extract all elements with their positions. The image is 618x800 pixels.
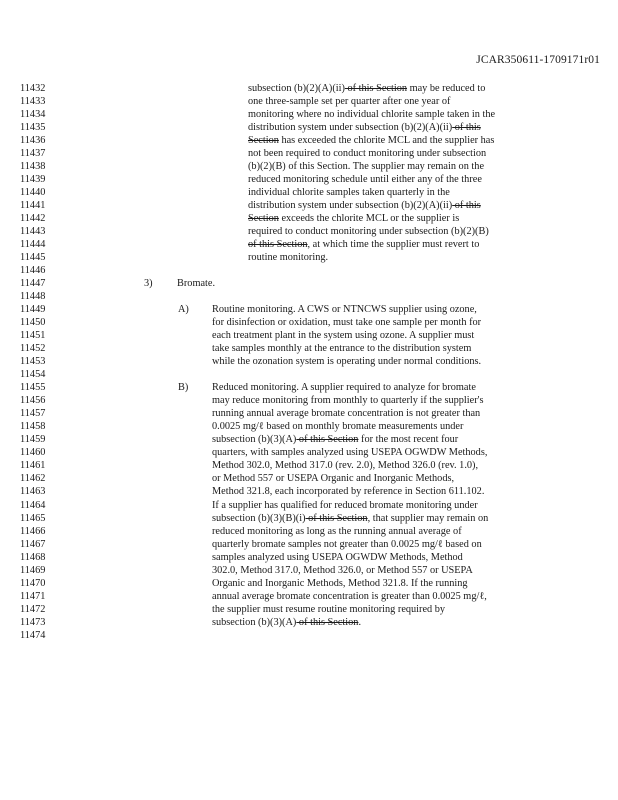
text-line bbox=[0, 134, 618, 147]
line-number: 11445 bbox=[20, 252, 46, 264]
text-line: A) Routine monitoring. A CWS or NTNCWS supplier using ozone, bbox=[178, 304, 477, 316]
line-number: 11462 bbox=[20, 473, 46, 485]
text-line bbox=[0, 512, 618, 525]
line-number: 11451 bbox=[20, 330, 46, 342]
line-number: 11434 bbox=[20, 109, 46, 121]
text-run: may be reduced to bbox=[407, 83, 486, 94]
item-3-marker: 3) bbox=[144, 278, 153, 290]
text-line: 0.0025 mg/ℓ based on monthly bromate measurements under bbox=[212, 421, 464, 433]
line-number: 11468 bbox=[20, 551, 46, 563]
text-run: , that supplier may remain on bbox=[367, 512, 489, 524]
text-line bbox=[0, 238, 618, 251]
text-line: reduced monitoring schedule until either any of the three bbox=[248, 174, 482, 186]
text-run: subsection (b)(3)(B)(i) bbox=[212, 512, 306, 524]
line-number: 11438 bbox=[20, 161, 46, 173]
text-run: for the most recent four bbox=[358, 434, 459, 446]
line-number: 11461 bbox=[20, 460, 46, 472]
line-number: 11441 bbox=[20, 200, 46, 212]
item-3-heading bbox=[0, 277, 618, 290]
text-line: (b)(2)(B) of this Section. The supplier may remain on the bbox=[248, 161, 485, 173]
document-id-header: JCAR350611-1709171r01 bbox=[476, 54, 600, 66]
blank-line bbox=[0, 290, 618, 303]
text-line: routine monitoring. bbox=[248, 252, 329, 264]
line-number: 11436 bbox=[20, 135, 46, 147]
line-number: 11443 bbox=[20, 226, 46, 238]
stricken-text: of this bbox=[452, 122, 481, 134]
text-run: . bbox=[358, 616, 362, 628]
line-number: 11460 bbox=[20, 447, 46, 459]
line-number: 11433 bbox=[20, 96, 46, 108]
stricken-text: of this Section bbox=[296, 434, 359, 446]
text-run: distribution system under subsection (b)(2)(A)(ii) bbox=[248, 200, 453, 212]
text-line bbox=[0, 616, 618, 629]
text-run: exceeds the chlorite MCL or the supplier is bbox=[278, 213, 460, 225]
text-line: B) Reduced monitoring. A supplier required to analyze for bromate bbox=[178, 382, 476, 394]
line-number: 11440 bbox=[20, 187, 46, 199]
line-number: 11465 bbox=[20, 512, 46, 524]
line-number: 11439 bbox=[20, 174, 46, 186]
stricken-text: of this Section bbox=[248, 239, 308, 251]
text-line: annual average bromate concentration is greater than 0.0025 mg/ℓ, bbox=[212, 590, 487, 602]
text-line: take samples monthly at the entrance to the distribution system bbox=[212, 343, 472, 355]
text-line bbox=[0, 199, 618, 212]
text-line: the supplier must resume routine monitoring required by bbox=[212, 603, 446, 615]
line-number: 11449 bbox=[20, 304, 46, 316]
line-number: 11442 bbox=[20, 213, 46, 225]
line-number: 11446 bbox=[20, 265, 46, 277]
line-number: 11454 bbox=[20, 369, 46, 381]
text-line: not been required to conduct monitoring under subsection bbox=[248, 148, 487, 160]
text-run: distribution system under subsection (b)(2)(A)(ii) bbox=[248, 122, 453, 134]
text-line: or Method 557 or USEPA Organic and Inorganic Methods, bbox=[212, 473, 455, 485]
line-number: 11435 bbox=[20, 122, 46, 134]
text-line: one three-sample set per quarter after one year of bbox=[248, 96, 451, 108]
line-number: 11474 bbox=[20, 629, 46, 641]
line-number: 11450 bbox=[20, 317, 46, 329]
line-number: 11471 bbox=[20, 590, 46, 602]
text-line: reduced monitoring as long as the running annual average of bbox=[212, 525, 462, 537]
text-line: individual chlorite samples taken quarterly in the bbox=[248, 187, 450, 199]
stricken-text: of this Section bbox=[344, 83, 408, 94]
text-line: running annual average bromate concentration is not greater than bbox=[212, 408, 481, 420]
line-number: 11459 bbox=[20, 434, 46, 446]
item-a-marker: A) bbox=[178, 304, 189, 316]
text-line: If a supplier has qualified for reduced bromate monitoring under bbox=[212, 499, 478, 511]
text-line: required to conduct monitoring under subsection (b)(2)(B) bbox=[248, 226, 489, 238]
text-line: Organic and Inorganic Methods, Method 321.8. If the running bbox=[212, 577, 468, 589]
text-line: 302.0, Method 317.0, Method 326.0, or Method 557 or USEPA bbox=[212, 564, 473, 576]
line-number: 11453 bbox=[20, 356, 46, 368]
line-number: 11473 bbox=[20, 616, 46, 628]
text-line: each treatment plant in the system using ozone. A supplier must bbox=[212, 330, 475, 342]
text-line bbox=[0, 82, 618, 95]
text-line bbox=[0, 433, 618, 446]
line-number: 11432 bbox=[20, 83, 46, 94]
text-line: Method 302.0, Method 317.0 (rev. 2.0), Method 326.0 (rev. 1.0), bbox=[212, 460, 479, 472]
line-number: 11456 bbox=[20, 395, 46, 407]
text-line: may reduce monitoring from monthly to quarterly if the supplier's bbox=[212, 395, 484, 407]
text-line bbox=[0, 212, 618, 225]
stricken-text: of this bbox=[452, 200, 481, 212]
blank-line bbox=[0, 368, 618, 381]
text-line: samples analyzed using USEPA OGWDW Methods, Method bbox=[212, 551, 463, 563]
text-line: monitoring where no individual chlorite sample taken in the bbox=[248, 109, 496, 121]
text-line: quarterly bromate samples not greater than 0.0025 mg/ℓ based on bbox=[212, 538, 482, 550]
line-number: 11467 bbox=[20, 538, 46, 550]
line-number: 11437 bbox=[20, 148, 46, 160]
text-run: , at which time the supplier must revert to bbox=[307, 239, 480, 251]
stricken-text: Section bbox=[248, 135, 279, 147]
line-number: 11470 bbox=[20, 577, 46, 589]
stricken-text: of this Section bbox=[296, 616, 359, 628]
line-number: 11472 bbox=[20, 603, 46, 615]
line-number: 11452 bbox=[20, 343, 46, 355]
text-run: subsection (b)(2)(A)(ii) bbox=[248, 83, 345, 94]
line-number: 11455 bbox=[20, 382, 46, 394]
text-line: Method 321.8, each incorporated by reference in Section 611.102. bbox=[212, 486, 485, 498]
line-number: 11464 bbox=[20, 499, 46, 511]
line-number: 11448 bbox=[20, 291, 46, 303]
item-b-marker: B) bbox=[178, 382, 189, 394]
blank-line bbox=[0, 264, 618, 277]
stricken-text: of this Section bbox=[305, 512, 368, 524]
line-number: 11463 bbox=[20, 486, 46, 498]
blank-line bbox=[0, 629, 618, 642]
document-body bbox=[0, 82, 618, 642]
item-3-title: Bromate. bbox=[177, 278, 216, 290]
text-run: has exceeded the chlorite MCL and the supplier has bbox=[278, 135, 495, 147]
line-number: 11447 bbox=[20, 278, 46, 290]
text-line bbox=[0, 121, 618, 134]
text-run: subsection (b)(3)(A) bbox=[212, 616, 297, 628]
text-line: for disinfection or oxidation, must take one sample per month for bbox=[212, 317, 482, 329]
line-number: 11444 bbox=[20, 239, 46, 251]
line-number: 11458 bbox=[20, 421, 46, 433]
line-number: 11457 bbox=[20, 408, 46, 420]
text-line: quarters, with samples analyzed using USEPA OGWDW Methods, bbox=[212, 447, 488, 459]
line-number: 11469 bbox=[20, 564, 46, 576]
text-run: subsection (b)(3)(A) bbox=[212, 434, 297, 446]
stricken-text: Section bbox=[248, 213, 279, 225]
text-line: while the ozonation system is operating under normal conditions. bbox=[212, 356, 482, 368]
line-number: 11466 bbox=[20, 525, 46, 537]
